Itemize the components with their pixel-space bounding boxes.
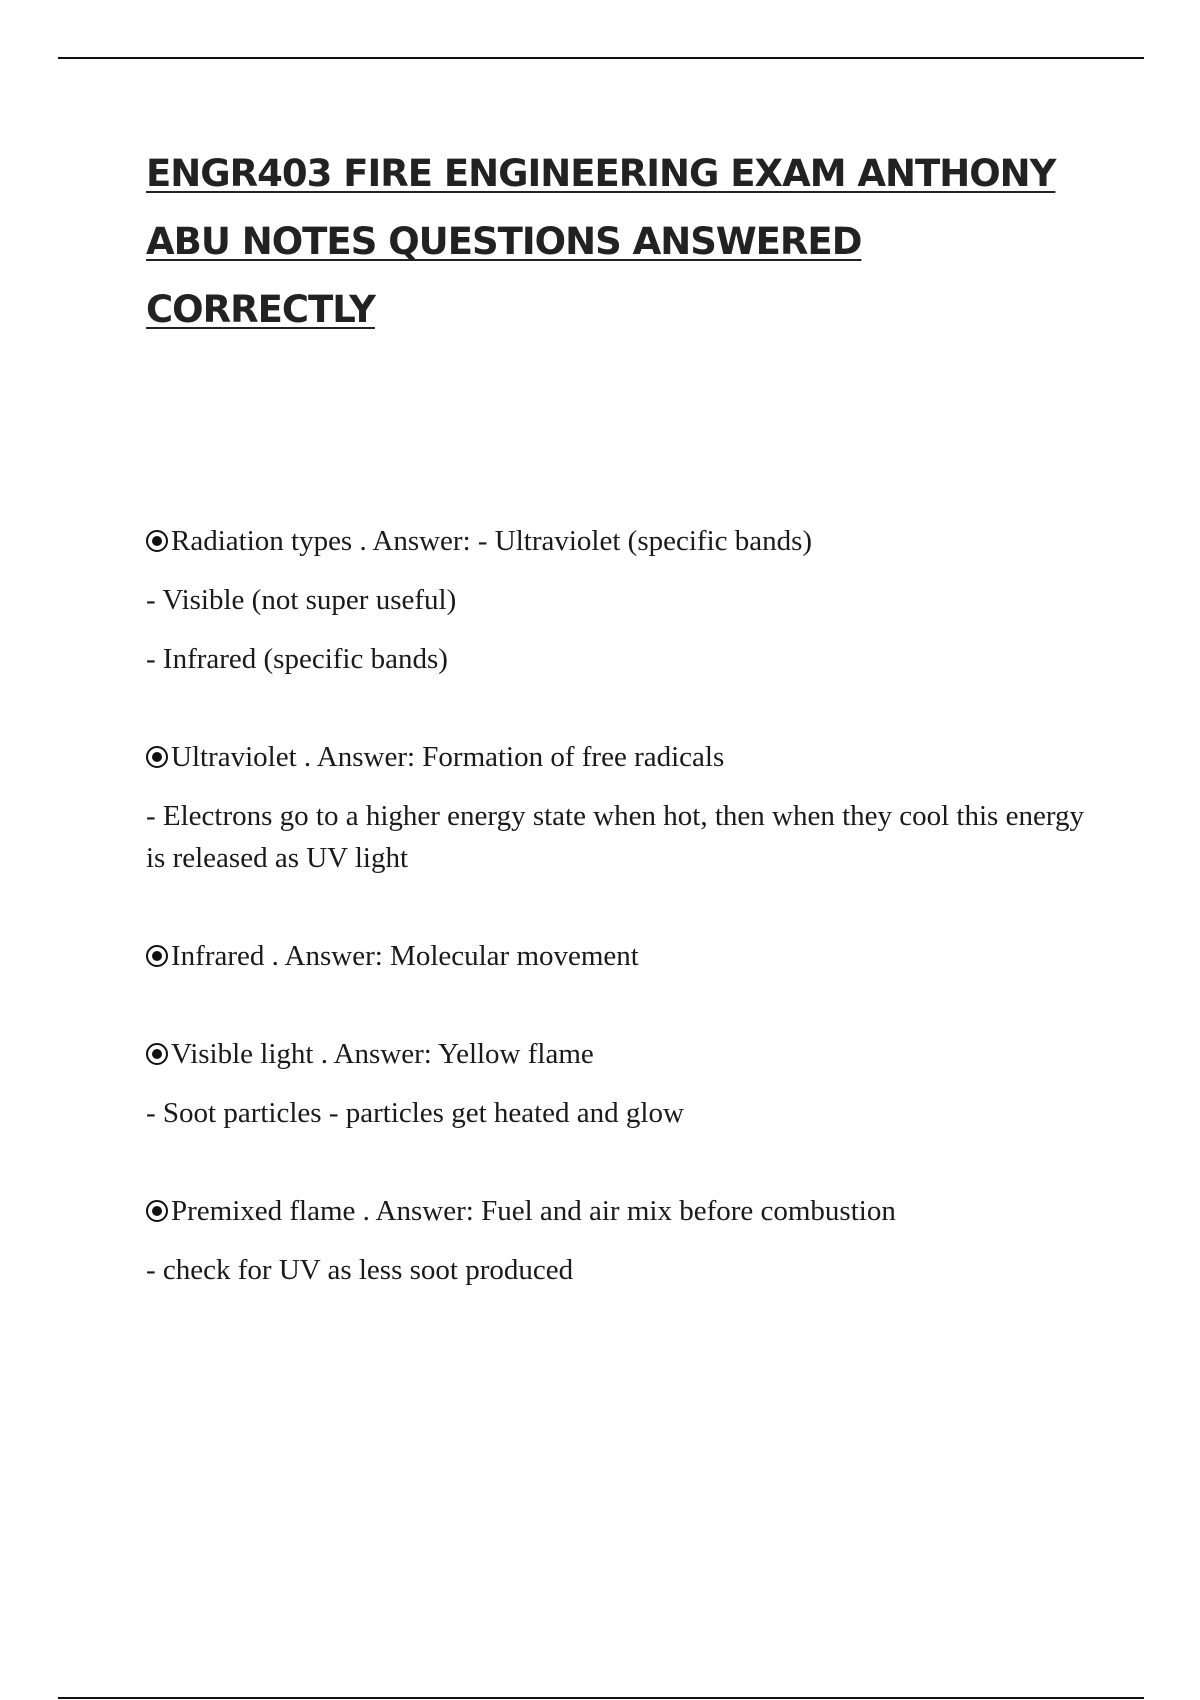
qa-detail: - Soot particles - particles get heated and glow — [146, 1097, 684, 1129]
qa-item — [146, 520, 1086, 680]
qa-question — [146, 1033, 1086, 1075]
qa-detail: - Visible (not super useful) — [146, 584, 457, 616]
radio-bullet-icon — [146, 1043, 168, 1065]
document-body — [146, 140, 1086, 1347]
document-title: ENGR403 FIRE ENGINEERING EXAM ANTHONY ABU NOTES QUESTIONS ANSWERED CORRECTLY — [146, 152, 1056, 331]
question-text: Infrared . Answer: Molecular movement — [171, 940, 639, 972]
radio-bullet-icon — [146, 530, 168, 552]
qa-question — [146, 736, 1086, 778]
qa-detail: - check for UV as less soot produced — [146, 1254, 574, 1286]
qa-detail: - Infrared (specific bands) — [146, 643, 448, 675]
qa-question — [146, 935, 1086, 977]
top-rule — [58, 57, 1144, 59]
qa-question — [146, 520, 1086, 562]
qa-item — [146, 736, 1086, 879]
bottom-rule — [58, 1697, 1144, 1699]
radio-bullet-icon — [146, 945, 168, 967]
question-text: Visible light . Answer: Yellow flame — [171, 1038, 594, 1070]
qa-item — [146, 1190, 1086, 1291]
qa-item — [146, 1033, 1086, 1134]
radio-bullet-icon — [146, 1200, 168, 1222]
question-text: Premixed flame . Answer: Fuel and air mix before combustion — [171, 1195, 896, 1227]
question-text: Radiation types . Answer: - Ultraviolet (specific bands) — [171, 525, 813, 557]
radio-bullet-icon — [146, 746, 168, 768]
qa-detail: - Electrons go to a higher energy state when hot, then when they cool this energy is released as UV light — [146, 800, 1084, 874]
qa-item — [146, 935, 1086, 977]
qa-question — [146, 1190, 1086, 1232]
question-text: Ultraviolet . Answer: Formation of free radicals — [171, 741, 725, 773]
qa-list — [146, 520, 1086, 1291]
